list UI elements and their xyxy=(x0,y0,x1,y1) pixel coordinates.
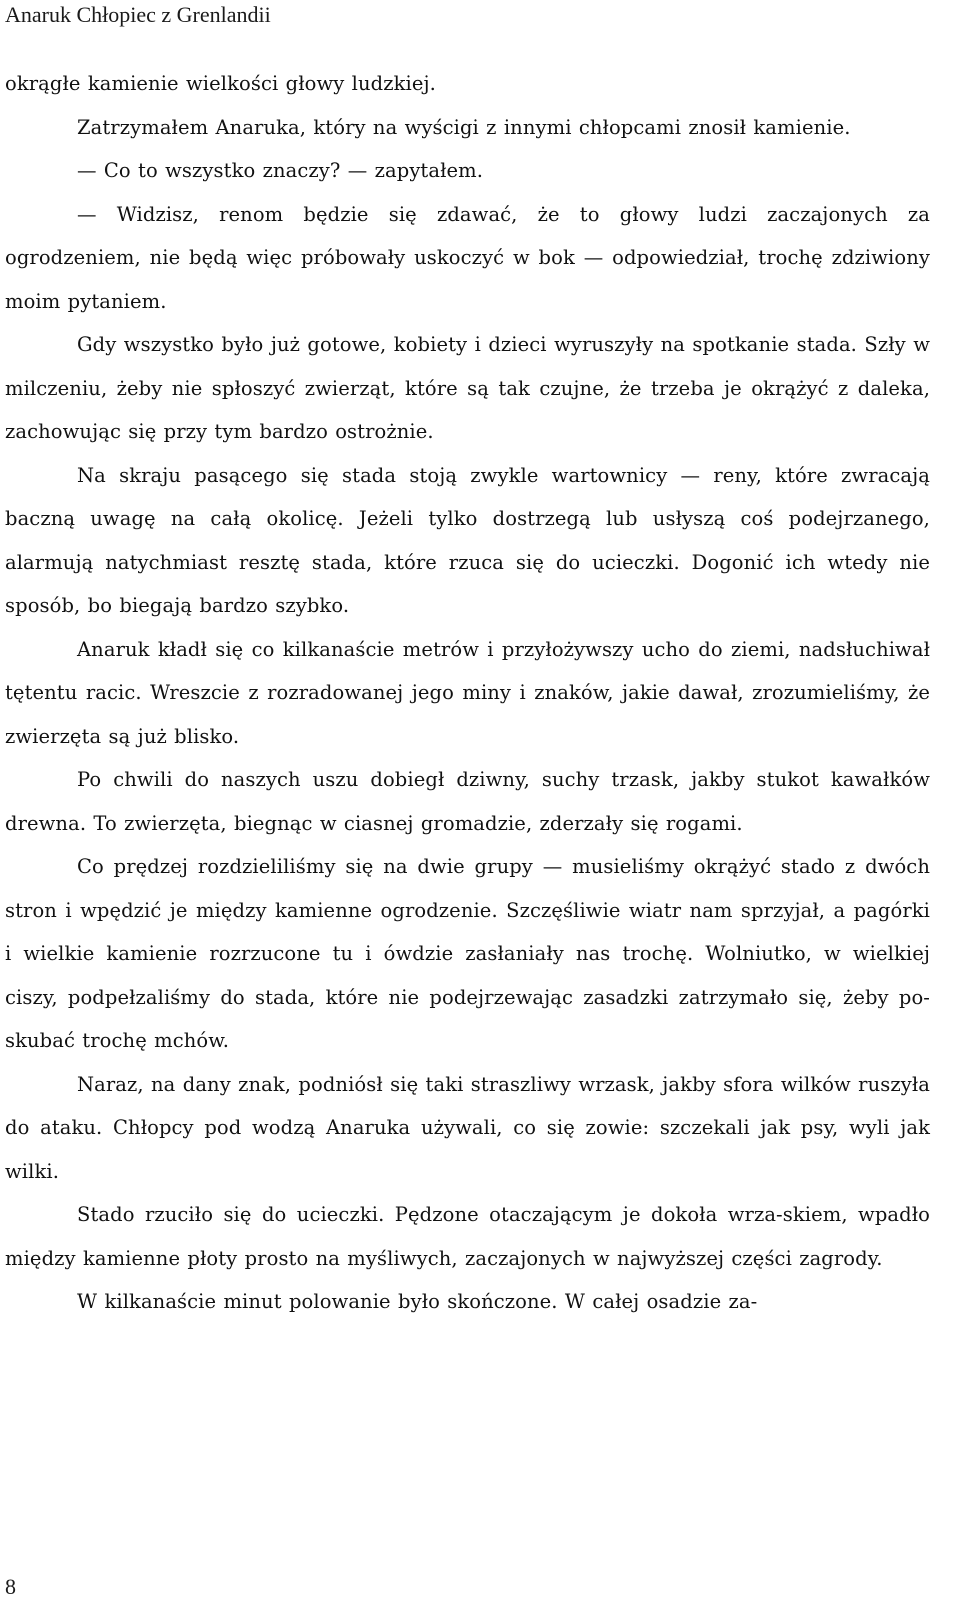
paragraph: Na skraju pasącego się stada stoją zwykle wartownicy — reny, które zwracają baczną uwagę na całą okolicę. Jeżeli tylko dostrzegą lub usłyszą coś podejrzanego, alarmują natychmiast resztę stada, które rzuca się do ucieczki. Dogonić ich wtedy nie sposób, bo biegają bardzo szybko. xyxy=(5,463,930,617)
paragraph: Anaruk kładł się co kilkanaście metrów i przyłożywszy ucho do ziemi, nadsłuchiwał tętentu racic. Wreszcie z rozradowanej jego miny i znaków, jakie dawał, zrozumieliśmy, że zwierzęta są już blisko. xyxy=(5,637,930,748)
body-text xyxy=(5,62,930,1324)
running-header: Anaruk Chłopiec z Grenlandii xyxy=(5,2,271,27)
paragraph: Zatrzymałem Anaruka, który na wyścigi z innymi chłopcami znosił kamienie. xyxy=(77,115,851,139)
page-number: 8 xyxy=(5,1574,16,1599)
paragraph: Naraz, na dany znak, podniósł się taki straszliwy wrzask, jakby sfora wilków ruszyła do ataku. Chłopcy pod wodzą Anaruka używali, co się zowie: szczekali jak psy, wyli jak wilki. xyxy=(5,1072,930,1183)
paragraph: Stado rzuciło się do ucieczki. Pędzone otaczającym je dokoła wrza-skiem, wpadło między kamienne płoty prosto na myśliwych, zaczajonych w najwyższej części zagrody. xyxy=(5,1203,930,1270)
paragraph: okrągłe kamienie wielkości głowy ludzkiej. xyxy=(5,72,436,95)
paragraph: Gdy wszystko było już gotowe, kobiety i dzieci wyruszyły na spotkanie stada. Szły w milczeniu, żeby nie spłoszyć zwierząt, które są tak czujne, że trzeba je okrążyć z daleka, zachowując się przy tym bardzo ostrożnie. xyxy=(5,333,930,443)
paragraph: — Widzisz, renom będzie się zdawać, że to głowy ludzi zaczajonych za ogrodzeniem, nie będą więc próbowały uskoczyć w bok — odpowiedział, trochę zdziwiony moim pytaniem. xyxy=(5,202,930,313)
paragraph: Po chwili do naszych uszu dobiegł dziwny, suchy trzask, jakby stukot kawałków drewna. To zwierzęta, biegnąc w ciasnej gromadzie, zderzały się rogami. xyxy=(5,768,930,835)
paragraph: W kilkanaście minut polowanie było skończone. W całej osadzie za- xyxy=(77,1290,758,1313)
paragraph: — Co to wszystko znaczy? — zapytałem. xyxy=(77,159,484,182)
paragraph: Co prędzej rozdzieliliśmy się na dwie grupy — musieliśmy okrążyć stado z dwóch stron i wpędzić je między kamienne ogrodzenie. Szczęśliwie wiatr nam sprzyjał, a pagórki i wielkie kamienie rozrzucone tu i ówdzie zasłaniały nas trochę. Wolniutko, w wielkiej ciszy, podpełzaliśmy do stada, które nie podejrzewając zasadzki zatrzymało się, żeby po-skubać trochę mchów. xyxy=(5,855,930,1052)
